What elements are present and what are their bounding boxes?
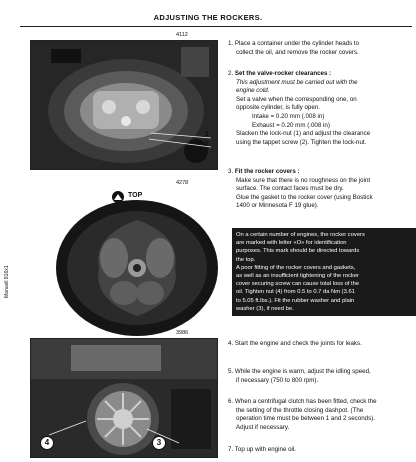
step-2-intake: Intake = 0.20 mm (.008 in) (252, 112, 325, 120)
callout-4: 4 (40, 436, 54, 450)
step-5-number: 5. (228, 368, 234, 375)
step-6-line-2: the setting of the throttle closing dashpot. (The (236, 406, 364, 414)
step-2-line-3: Slacken the lock-nut (1) and adjust the clearance (236, 130, 371, 138)
note-line-9: to 5.05 ft.lbs.). Fit the rubber washer and plain (236, 297, 355, 304)
step-3-line-1: Make sure that there is no roughness on the joint (236, 176, 371, 184)
step-4-number: 4. (228, 340, 234, 347)
step-4 (228, 340, 414, 349)
note-line-1: On a certain number of engines, the rocker covers (236, 232, 365, 238)
step-2-line-4: using the tappet screw (2). Tighten the lock-nut. (236, 138, 367, 146)
note-line-4: the top. (236, 256, 256, 263)
engine-head-illustration (31, 41, 217, 169)
figure-2-number: 4278 (176, 180, 189, 186)
step-7-line-1: Top up with engine oil. (234, 446, 297, 453)
step-3-line-3: Glue the gasket to the rocker cover (using Bostick (236, 193, 373, 201)
rocker-cover-illustration (54, 198, 220, 338)
step-3-line-2: surface. The contact faces must be dry. (236, 185, 344, 193)
step-2-number: 2. (228, 70, 234, 77)
note-line-2: are marked with letter «O» for identification (236, 240, 347, 247)
figure-1-photo (30, 40, 218, 170)
step-3 (228, 168, 414, 211)
step-1-line-1: Place a container under the cylinder heads to (234, 40, 360, 47)
step-2-italic-1: This adjustment must be carried out with the (236, 78, 358, 86)
step-6-line-1: When a centrifugal clutch has been fitted, check the (234, 398, 377, 405)
step-3-number: 3. (228, 168, 234, 175)
figure-3-photo (30, 338, 218, 458)
step-6-line-4: Adjust if necessary. (236, 423, 290, 431)
step-1 (228, 40, 414, 57)
step-2-exhaust: Exhaust = 0.20 mm (.008 in) (252, 121, 330, 129)
figure-2-rocker-cover (54, 198, 220, 338)
note-line-5: A poor fitting of the rocker covers and gaskets, (236, 264, 356, 271)
step-5-line-2: if necessary (750 to 800 rpm). (236, 376, 319, 384)
title-rule (20, 26, 412, 27)
step-5 (228, 368, 414, 385)
step-2-line-2: opposite cylinder, is fully open. (236, 104, 320, 112)
step-4-line-1: Start the engine and check the joints for leaks. (234, 340, 362, 347)
step-1-number: 1. (228, 40, 234, 47)
step-5-line-1: While the engine is warm, adjust the idling speed, (234, 368, 371, 375)
note-line-10: washer (3), if need be. (236, 305, 294, 312)
warning-note (232, 228, 416, 316)
step-6-number: 6. (228, 398, 234, 405)
side-label: Manuell 816x1 (4, 265, 10, 298)
step-6 (228, 398, 414, 432)
callout-2: 2 (205, 141, 209, 148)
step-6-line-3: operation time must be between 1 and 2 seconds). (236, 415, 375, 423)
note-line-7: cover securing screw can cause total loss of the (236, 281, 360, 288)
note-line-6: as well as an insufficient tightening of the rocker (236, 273, 359, 280)
figure-1-number: 4112 (176, 32, 188, 38)
step-2 (228, 70, 414, 147)
step-7-number: 7. (228, 446, 234, 453)
figure-3-number: 3986 (176, 330, 189, 336)
note-line-3: purposes. This mark should be directed towards (236, 248, 360, 255)
step-1-line-2: collect the oil, and remove the rocker covers. (236, 48, 359, 56)
step-2-heading: Set the valve-rocker clearances : (234, 70, 332, 77)
page-title: ADJUSTING THE ROCKERS. (153, 13, 263, 22)
step-2-italic-2: engine cold. (236, 87, 270, 95)
step-3-line-4: 1400 or Minnesota F 19 glue). (236, 202, 319, 210)
top-label: TOP (128, 192, 143, 199)
note-line-8: oil. Tighten nut (4) from 0.5 to 0.7 da Nm (3.61 (236, 289, 355, 296)
step-2-line-1: Set a valve when the corresponding one, on (236, 95, 357, 103)
callout-3: 3 (152, 436, 166, 450)
engine-fan-illustration (31, 339, 217, 457)
step-3-heading: Fit the rocker covers : (234, 168, 300, 175)
callout-1: 1 (205, 131, 209, 138)
step-7 (228, 446, 414, 455)
